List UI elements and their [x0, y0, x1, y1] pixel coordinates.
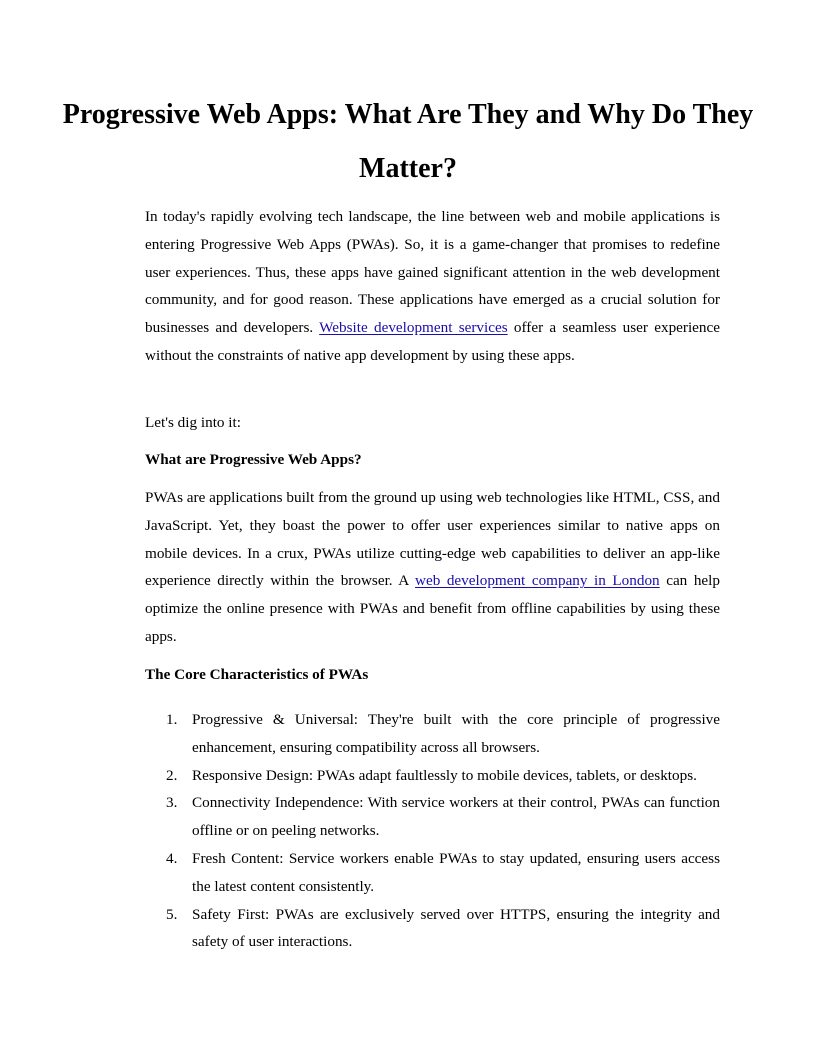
what-text-after-link: can help optimize the online presence with PWAs and benefit from offline capabilities by using these apps. — [145, 572, 720, 645]
section-heading-core-characteristics: The Core Characteristics of PWAs — [145, 666, 369, 683]
list-item-text: Safety First: PWAs are exclusively served over HTTPS, ensuring the integrity and safety of user interactions. — [192, 905, 720, 951]
web-development-company-london-link[interactable]: web development company in London — [414, 572, 660, 590]
list-item-text: Fresh Content: Service workers enable PWAs to stay updated, ensuring users access the latest content consistently. — [192, 849, 720, 895]
website-development-services-link[interactable]: Website development services — [319, 319, 508, 337]
what-are-pwas-paragraph — [145, 484, 720, 651]
intro-text-after-link: offer a seamless user experience without the constraints of native app development by using these apps. — [145, 319, 720, 364]
list-item-number: 5. — [166, 905, 178, 923]
list-item-text: Progressive & Universal: They're built with the core principle of progressive enhancement, ensuring compatibility across all browsers. — [192, 711, 720, 756]
list-item — [145, 789, 720, 845]
list-item-text: Responsive Design: PWAs adapt faultlessly to mobile devices, tablets, or desktops. — [192, 766, 697, 784]
what-text-before-link: PWAs are applications built from the ground up using web technologies like HTML, CSS, and JavaScript. Yet, they boast the power to offer user experiences similar to native apps on mobile devices. In a crux, PWAs utilize cutting-edge web capabilities to deliver an app-like experience directly within the browser. A — [145, 489, 720, 590]
list-item — [145, 901, 720, 957]
list-item-number: 2. — [166, 766, 178, 784]
intro-text-before-link: In today's rapidly evolving tech landscape, the line between web and mobile applications is entering Progressive Web Apps (PWAs). So, it is a game-changer that promises to redefine user experiences. Thus, these apps have gained significant attention in the web development community, and for good reason. These applications have emerged as a crucial solution for businesses and developers. — [145, 208, 720, 337]
intro-paragraph — [145, 203, 720, 370]
list-item — [145, 706, 720, 762]
list-item-number: 3. — [166, 794, 178, 812]
list-item-text: Connectivity Independence: With service workers at their control, PWAs can function offline or on peeling networks. — [192, 794, 720, 840]
list-item — [145, 845, 720, 901]
list-item-number: 4. — [166, 849, 178, 867]
core-characteristics-list — [145, 706, 720, 956]
lead-in-paragraph: Let's dig into it: — [145, 414, 241, 431]
list-item — [145, 762, 720, 790]
section-heading-what-are-pwas: What are Progressive Web Apps? — [145, 451, 362, 468]
list-item-number: 1. — [166, 711, 178, 728]
page-title: Progressive Web Apps: What Are They and Why Do They Matter? — [62, 99, 754, 184]
